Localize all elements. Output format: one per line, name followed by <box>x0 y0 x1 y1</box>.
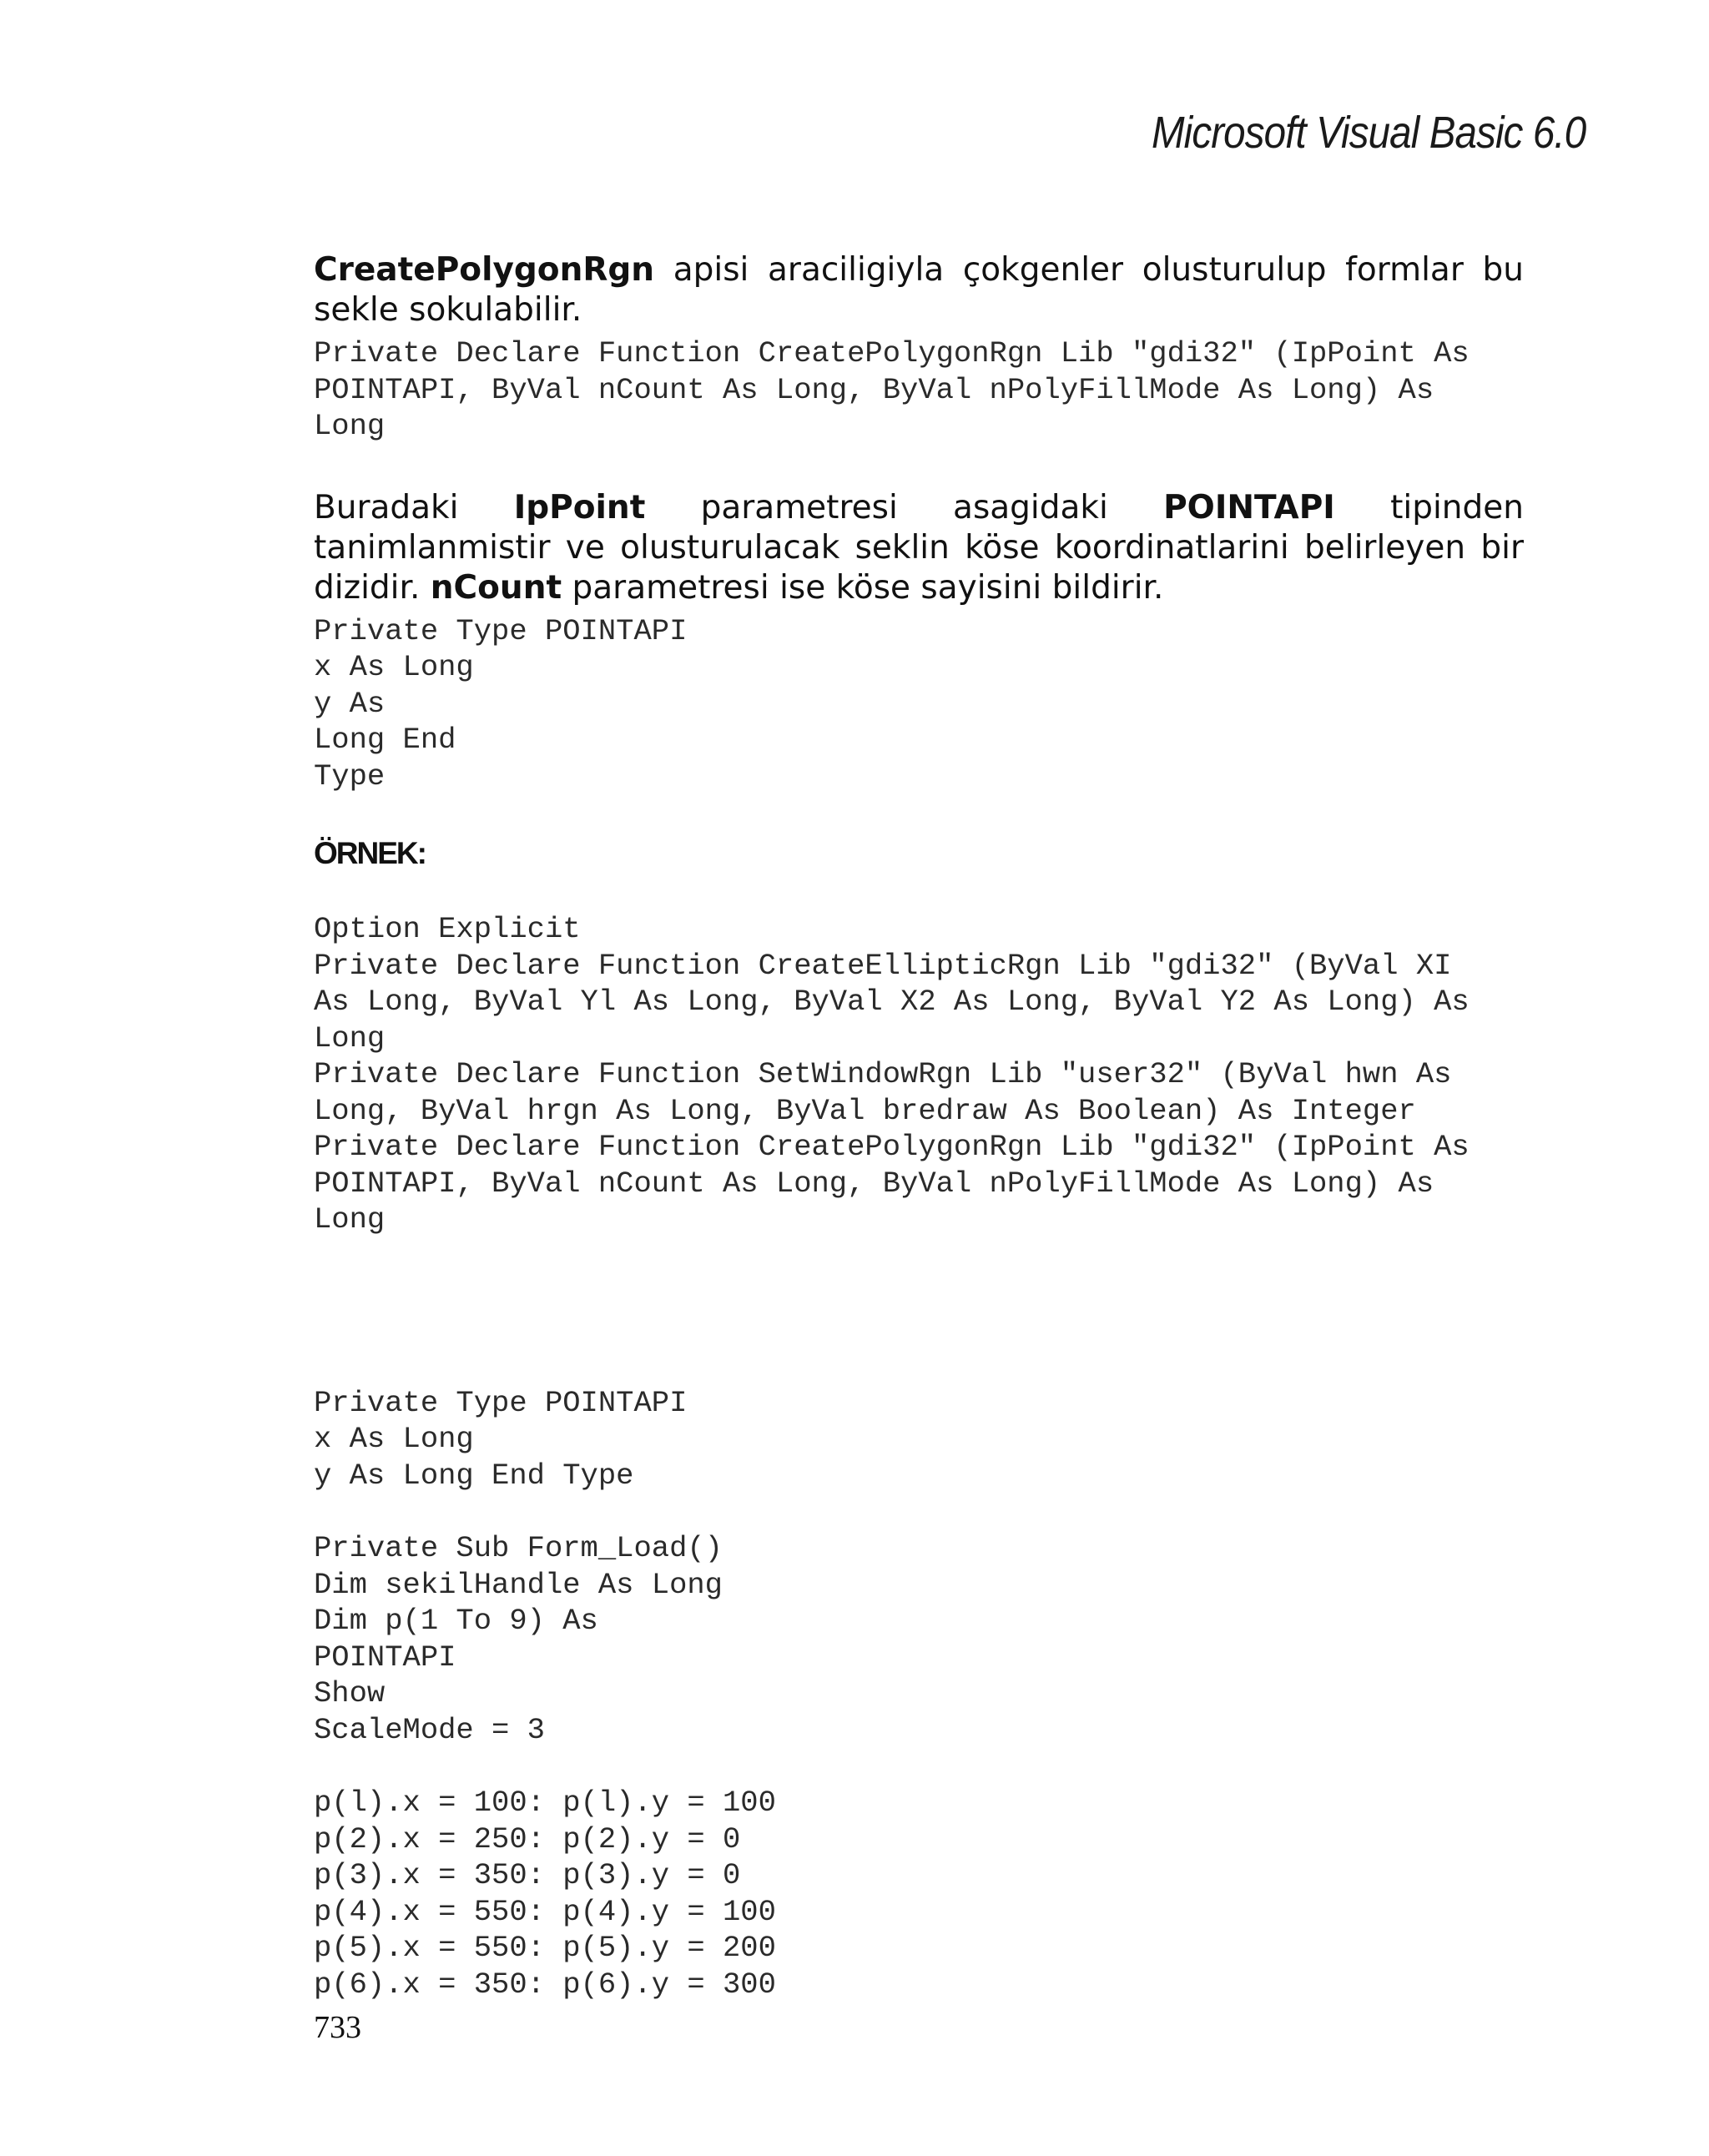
params-text-4: parametresi ise köse sayisini bildirir. <box>562 568 1164 607</box>
intro-text: apisi araciligiyla çokgenler olusturulup formlar bu sekle sokulabilir. <box>314 251 1524 329</box>
code-example-form-load: Private Sub Form_Load() Dim sekilHandle As Long Dim p(1 To 9) As POINTAPI Show ScaleMode = 3 <box>314 1531 723 1747</box>
code-type-definition: Private Type POINTAPI x As Long y As Long End Type <box>314 613 688 793</box>
code-example-points: p(l).x = 100: p(l).y = 100 p(2).x = 250: p(2).y = 0 p(3).x = 350: p(3).y = 0 p(4).x = 550: p(4).y = 100 p(5).x = 550: p(5).y = 200 p(6).x = 350: p(6).y = 300 <box>314 1786 776 2002</box>
intro-term: CreatePolygonRgn <box>314 251 655 289</box>
example-heading: ÖRNEK: <box>314 836 426 870</box>
page-number: 733 <box>314 2010 361 2045</box>
intro-paragraph <box>314 250 1524 330</box>
code-declaration: Private Declare Function CreatePolygonRgn Lib "gdi32" (IpPoint As POINTAPI, ByVal nCount As Long, ByVal nPolyFillMode As Long) As Long <box>314 336 1470 443</box>
code-example-type: Private Type POINTAPI x As Long y As Long End Type <box>314 1385 688 1493</box>
params-bold-3: nCount <box>430 568 562 607</box>
page-content <box>314 250 1524 2002</box>
params-paragraph <box>314 488 1524 608</box>
params-text-1: Buradaki <box>314 488 514 526</box>
code-example-declarations: Option Explicit Private Declare Function CreateEllipticRgn Lib "gdi32" (ByVal XI As Long, ByVal Yl As Long, ByVal X2 As Long, ByVal Y2 As Long) As Long Private Declare Function SetWindowRgn Lib "user32" (ByVal hwn As Long, ByVal hrgn As Long, ByVal bredraw As Boolean) As Integer Private Declare Function CreatePolygonRgn Lib "gdi32" (IpPoint As POINTAPI, ByVal nCount As Long, ByVal nPolyFillMode As Long) As Long <box>314 912 1470 1237</box>
params-bold-1: IpPoint <box>513 488 646 526</box>
running-header: Microsoft Visual Basic 6.0 <box>1151 108 1585 158</box>
params-text-3: tipinden tanimlanmistir ve olusturulacak seklin köse koordinatlarini belirleyen bir dizidir. <box>314 488 1524 607</box>
params-text-2: parametresi asagidaki <box>645 488 1164 526</box>
params-bold-2: POINTAPI <box>1163 488 1335 526</box>
